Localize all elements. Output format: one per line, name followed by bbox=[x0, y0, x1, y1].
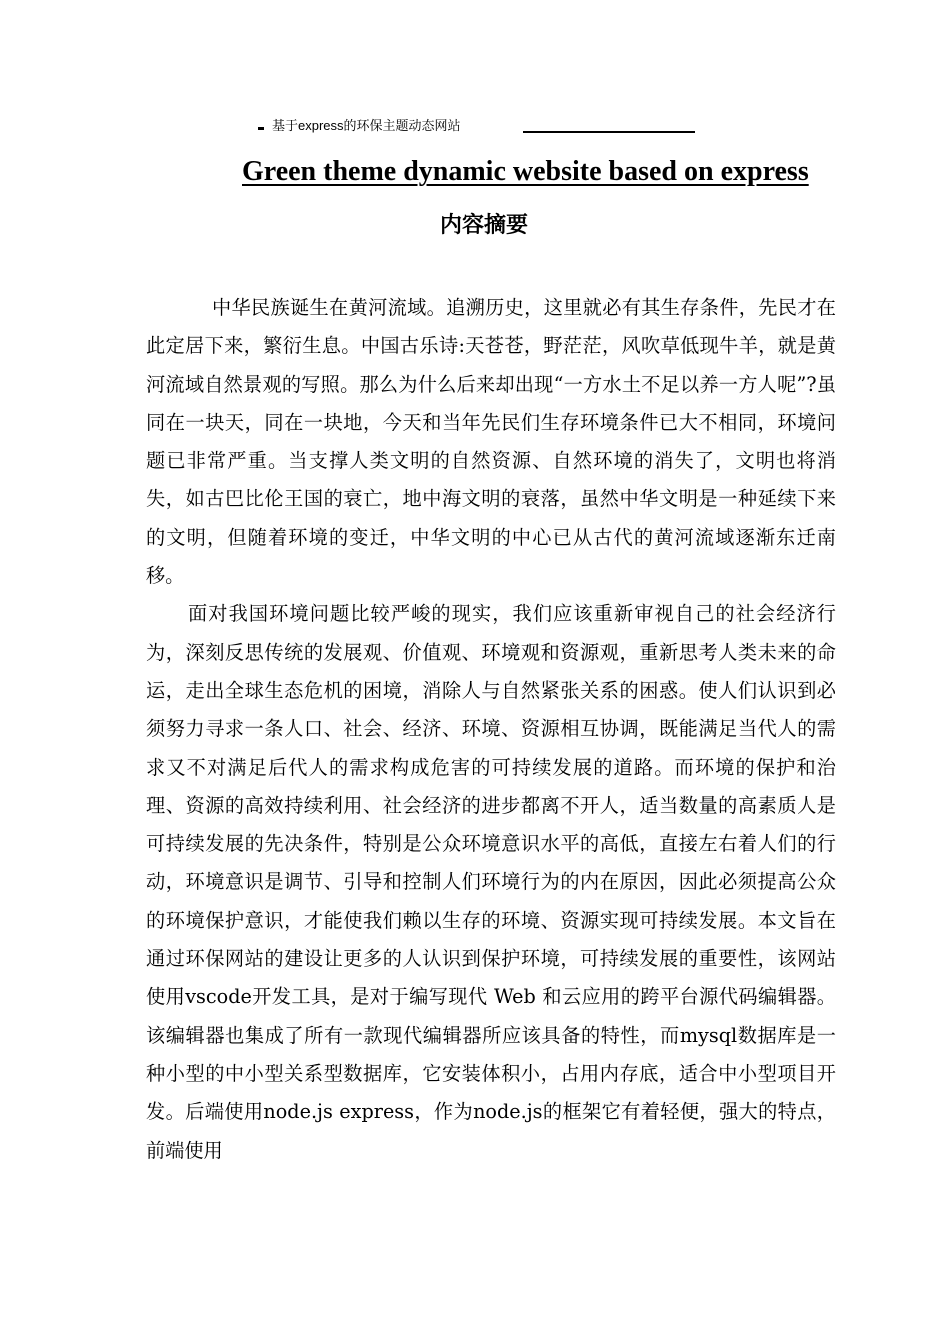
header-dash-mark bbox=[258, 127, 264, 130]
abstract-heading: 内容摘要 bbox=[440, 213, 529, 238]
english-title: Green theme dynamic website based on express bbox=[242, 156, 809, 187]
paragraph-2: 面对我国环境问题比较严峻的现实，我们应该重新审视自己的社会经济行为，深刻反思传统的发展观、价值观、环境观和资源观，重新思考人类未来的命运，走出全球生态危机的困境，消除人与自然紧张关系的困惑。使人们认识到必须努力寻求一条人口、社会、经济、环境、资源相互协调，既能满足当代人的需求又不对满足后代人的需求构成危害的可持续发展的道路。而环境的保护和治理、资源的高效持续利用、社会经济的进步都离不开人，适当数量的高素质人是可持续发展的先决条件，特别是公众环境意识水平的高低，直接左右着人们的行动，环境意识是调节、引导和控制人们环境行为的内在原因，因此必须提高公众的环境保护意识，才能使我们赖以生存的环境、资源实现可持续发展。本文旨在通过环保网站的建设让更多的人认识到保护环境，可持续发展的重要性，该网站使用vscode开发工具，是对于编写现代 Web 和云应用的跨平台源代码编辑器。该编辑器也集成了所有一款现代编辑器所应该具备的特性，而mysql数据库是一种小型的中小型关系型数据库，它安装体积小，占用内存底，适合中小型项目开发。后端使用node.js express，作为node.js的框架它有着轻便，强大的特点，前端使用 bbox=[146, 602, 836, 1162]
paragraph-1: 中华民族诞生在黄河流域。追溯历史，这里就必有其生存条件，先民才在此定居下来，繁衍生息。中国古乐诗:天苍苍，野茫茫，风吹草低现牛羊，就是黄河流域自然景观的写照。那么为什么后来却出现“一方水土不足以养一方人呢”?虽同在一块天，同在一块地，今天和当年先民们生存环境条件已大不相同，环境问题已非常严重。当支撑人类文明的自然资源、自然环境的消失了，文明也将消失，如古巴比伦王国的衰亡，地中海文明的衰落，虽然中华文明是一种延续下来的文明，但随着环境的变迁，中华文明的中心已从古代的黄河流域逐渐东迁南移。 bbox=[146, 296, 836, 588]
header-text: 基于express的环保主题动态网站 bbox=[272, 118, 461, 133]
running-header bbox=[258, 116, 698, 136]
abstract-body bbox=[146, 289, 836, 1170]
header-rule bbox=[523, 131, 695, 133]
